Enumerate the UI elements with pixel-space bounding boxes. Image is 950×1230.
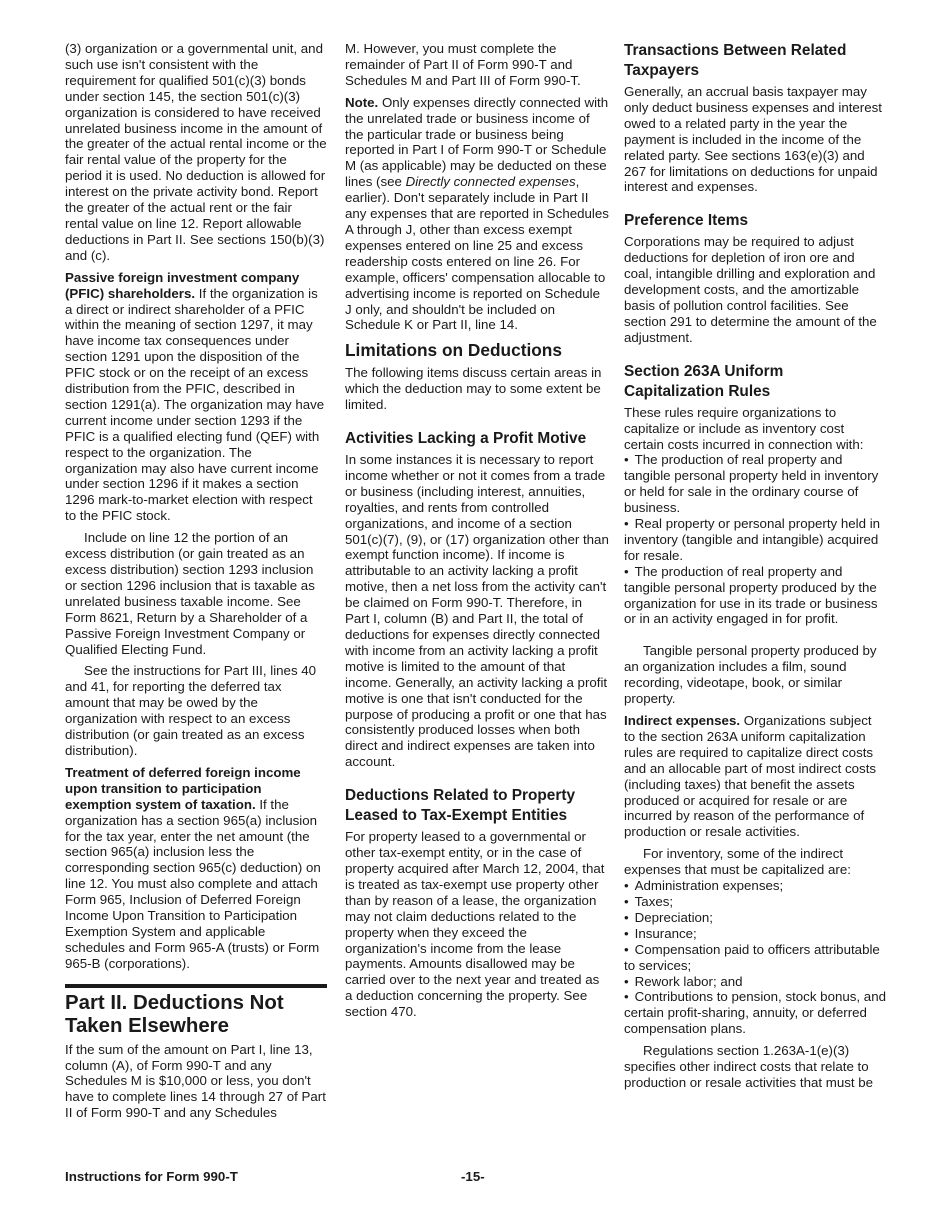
deferred-foreign-income-text: If the organization has a section 965(a) inclusion for the tax year, enter the net amount (the section 965(a) inclusion less the corresponding section 965(c) deduction) on line 12. You must also complete and attach Form 965, Inclusion of Deferred Foreign Income Upon Transition to Participation Exemption System and applicable schedules and Form 965-A (trusts) or Form 965-B (corporations).: [65, 796, 321, 971]
pfic-text: If the organization is a direct or indirect shareholder of a PFIC within the meaning of section 1297, it may have income tax consequences under section 1291 upon the disposition of the PFIC stock or on the receipt of an excess distribution from the PFIC, described in section 1291(a). The organization may have current income under section 1293 if the PFIC is a qualified electing fund (QEF) with respect to the organization. The organization may also have current income under section 1296 if it makes a section 1296 mark-to-market election with respect to the PFIC stock.: [65, 285, 325, 524]
list-item: • Real property or personal property held in inventory (tangible and intangible) acquired for resale.: [624, 516, 886, 564]
pfic-heading: Passive foreign investment company (PFIC) shareholders.: [65, 269, 300, 301]
indirect-expenses-text: Organizations subject to the section 263A uniform capitalization rules are required to capitalize direct costs and an allocable part of most indirect costs (including taxes) that benefit the assets produced or acquired for resale or are incurred by reason of the performance of production or resale activities.: [624, 713, 877, 840]
part2-heading: Part II. Deductions Not Taken Elsewhere: [65, 991, 284, 1037]
part-divider: [65, 984, 327, 988]
paragraph-leased-property: For property leased to a governmental or other tax-exempt entity, or in the case of property acquired after March 12, 2004, that is treated as tax-exempt use property other than by reason of a lease, the organization may not claim deductions related to the property when they exceed the organization's income from the lease payments. Amounts disallowed may be carried over to the next year and treated as a deduction concerning the property. See section 470.: [345, 829, 605, 1020]
column-2: [345, 41, 609, 1026]
paragraph-related-taxpayers: Generally, an accrual basis taxpayer may only deduct business expenses and interest owed to a related party in the year the payment is included in the income of the related party. See sections 163(e)(3) and 267 for limitations on deductions for unpaid interest and expenses.: [624, 84, 882, 195]
paragraph-inventory: For inventory, some of the indirect expenses that must be capitalized are:: [624, 846, 851, 878]
page-number: -15-: [461, 1169, 485, 1184]
list-item: • Taxes;: [624, 894, 886, 910]
related-taxpayers-heading: Transactions Between Related Taxpayers: [624, 42, 847, 79]
column-3: [624, 41, 886, 1097]
list-item: • The production of real property and tangible personal property held in inventory or held for sale in the ordinary course of business.: [624, 452, 886, 516]
footer-form-title: Instructions for Form 990-T: [65, 1169, 238, 1184]
paragraph-deferred-foreign-income: [65, 765, 327, 972]
list-item: • Compensation paid to officers attributable to services;: [624, 942, 886, 974]
column-1: [65, 41, 327, 1127]
paragraph-preference-items: Corporations may be required to adjust deductions for depletion of iron ore and coal, intangible drilling and exploration and development costs, and the amortizable basis of pollution control facilities. See section 291 to determine the amount of the adjustment.: [624, 234, 877, 345]
paragraph-tangible-property: Tangible personal property produced by an organization includes a film, sound recording, videotape, book, or similar property.: [624, 643, 877, 707]
paragraph-pfic: [65, 270, 327, 525]
list-item: • Contributions to pension, stock bonus, and certain profit-sharing, annuity, or deferred compensation plans.: [624, 989, 886, 1037]
deferred-foreign-income-heading: Treatment of deferred foreign income upon transition to participation exemption system of taxation.: [65, 764, 301, 812]
list-item: • Insurance;: [624, 926, 886, 942]
paragraph-part2-continued: M. However, you must complete the remainder of Part II of Form 990-T and Schedules M and Part III of Form 990-T.: [345, 41, 581, 88]
paragraph-note: [345, 95, 609, 334]
paragraph-unicap: These rules require organizations to capitalize or include as inventory cost certain costs incurred in connection with:: [624, 404, 864, 452]
note-text-1: Only expenses directly connected with the unrelated trade or business income of the particular trade or business being reported in Part I of Form 990-T or Schedule M (as applicable) may be deducted on these lines (see: [345, 94, 609, 190]
note-italic-ref: Directly connected expenses: [405, 174, 576, 190]
paragraph-profit-motive: In some instances it is necessary to report income whether or not it comes from a trade or business (including interest, annuities, royalties, and rents from controlled organizations, and income of a section 501(c)(7), (9), or (17) organization other than exempt function income). If income is attributable to an activity lacking a profit motive, then a net loss from the activity can't be claimed on Form 990-T. Therefore, in Part I, column (B) and Part II, the total of deductions for expenses directly connected with income from an activity lacking a profit motive is limited to the amount of that income. Generally, an activity lacking a profit motive is one that isn't conducted for the purpose of producing a profit or one that has consistently produced losses when both direct and indirect expenses are taken into account.: [345, 452, 609, 770]
paragraph-include-line12: Include on line 12 the portion of an excess distribution (or gain treated as an excess distribution) section 1293 inclusion or section 1296 inclusion that is taxable as unrelated business taxable income. See Form 8621, Return by a Shareholder of a Passive Foreign Investment Company or Qualified Electing Fund.: [65, 530, 315, 657]
paragraph-regulations: Regulations section 1.263A-1(e)(3) specifies other indirect costs that relate to production or resale activities that must be: [624, 1043, 874, 1090]
preference-items-heading: Preference Items: [624, 212, 749, 230]
paragraph-part2-intro: If the sum of the amount on Part I, line 13, column (A), of Form 990-T and any Schedules M is $10,000 or less, you don't have to complete lines 14 through 27 of Part II of Form 990-T and any Schedules: [65, 1041, 326, 1121]
unicap-heading: Section 263A Uniform Capitalization Rules: [624, 362, 784, 400]
inventory-bullet-list: [624, 878, 886, 1037]
list-item: • Administration expenses;: [624, 878, 886, 894]
note-text-2: , earlier). Don't separately include in Part II any expenses that are reported in Schedules A through J, other than excess exempt expenses entered on line 25 and excess readership costs entered on line 26. For example, officers' compensation allocable to advertising income is reported on Schedule J only, and shouldn't be included on Schedule K or Part II, line 14.: [345, 174, 609, 333]
list-item: • The production of real property and tangible personal property produced by the organization for use in its trade or business or in an activity engaged in for profit.: [624, 564, 886, 628]
limitations-heading: Limitations on Deductions: [345, 340, 562, 361]
list-item: • Rework labor; and: [624, 974, 886, 990]
paragraph-indirect-expenses: [624, 713, 886, 840]
list-item: • Depreciation;: [624, 910, 886, 926]
paragraph-bond-use: (3) organization or a governmental unit, and such use isn't consistent with the requirement for qualified 501(c)(3) bonds under section 145, the section 501(c)(3) organization is considered to have received unrelated business income in the amount of the greater of the actual rental income or the fair rental value of the property for the period it is used. No deduction is allowed for interest on the private activity bond. Report the greater of the actual rent or the fair rental value on line 12. Report allowable deductions in Part II. See sections 150(b)(3) and (c).: [65, 41, 327, 263]
leased-property-heading: Deductions Related to Property Leased to Tax-Exempt Entities: [345, 787, 576, 825]
paragraph-see-part3: See the instructions for Part III, lines 40 and 41, for reporting the deferred tax amount that may be owed by the organization with respect to an excess distribution (or gain treated as an excess distribution).: [65, 663, 317, 758]
indirect-expenses-label: Indirect expenses.: [624, 713, 741, 728]
unicap-bullet-list: [624, 452, 886, 627]
paragraph-limitations: The following items discuss certain areas in which the deduction may to some extent be limited.: [345, 365, 602, 413]
profit-motive-heading: Activities Lacking a Profit Motive: [345, 430, 587, 448]
note-label: Note.: [345, 94, 379, 110]
